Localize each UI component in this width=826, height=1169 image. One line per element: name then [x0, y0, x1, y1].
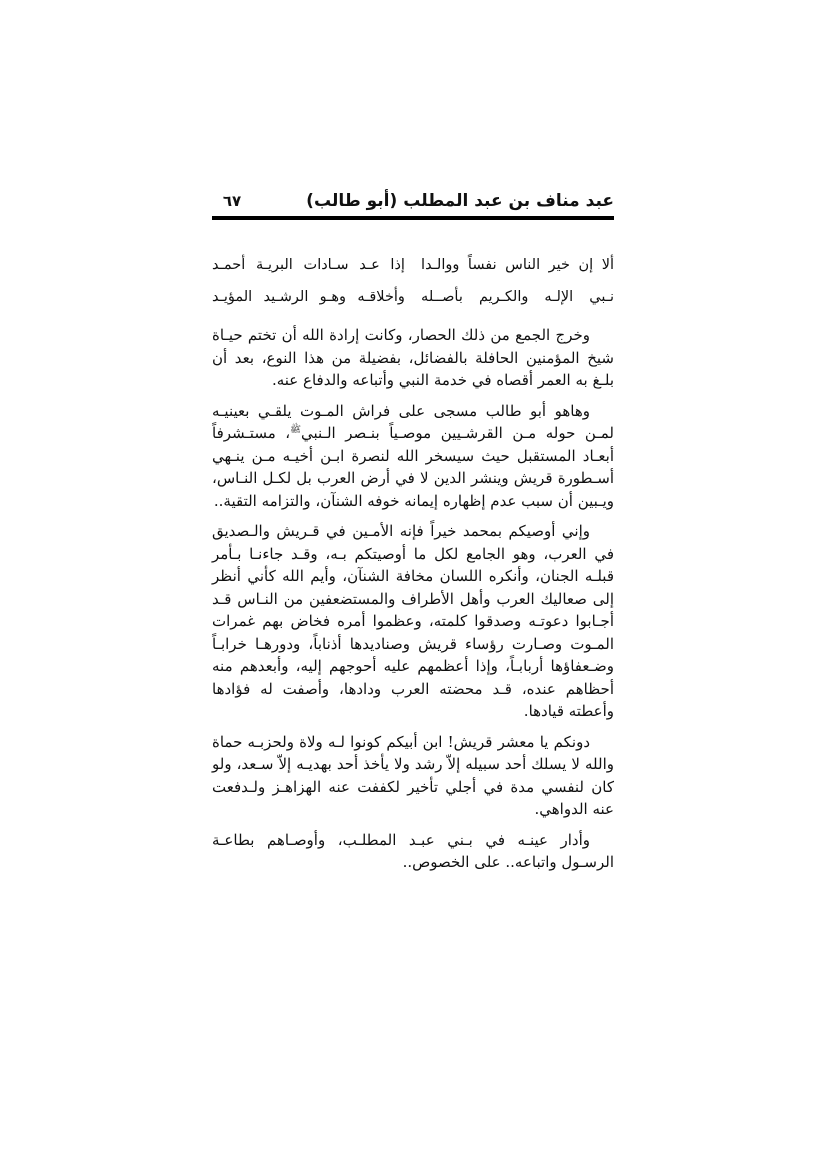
chapter-title: عبد مناف بن عبد المطلب (أبو طالب)	[306, 191, 614, 211]
paragraph: وخرج الجمع من ذلك الحصار، وكانت إرادة الله أن تختم حيـاة شيخ المؤمنين الحافلة بالفضائل، بفضيلة من هذا النوع، بعد أن بلـغ به العمر أقصاه في خدمة النبي وأتباعه والدفاع عنه.	[212, 326, 614, 389]
page-number: ٦٧	[222, 192, 242, 210]
paragraph-text: ، مستـشرفاً أبعـاد المستقبل حيث سيسخر الله لنصرة ابـن أخيـه مـن ينـهي أسـطورة قريش وينشر الدين لا في أرض العرب بل لكـل النـاس، ويـبين أن سبب عدم إظهاره إيمانه خوفه الشنآن، والتزامه التقية..	[212, 424, 614, 510]
page-body	[212, 250, 614, 882]
poem-verse	[212, 250, 614, 282]
poem	[212, 250, 614, 314]
paragraph	[212, 400, 614, 513]
verse-second-hemistich: إذا عـد سـادات البريـة أحمـد	[212, 257, 405, 273]
verse-first-hemistich: ألا إن خير الناس نفساً ووالـدا	[421, 257, 614, 273]
paragraph: وأدار عينـه في بـني عبـد المطلـب، وأوصـاهم بطاعـة الرسـول واتباعه.. على الخصوص..	[212, 830, 614, 871]
header-rule	[212, 216, 614, 220]
paragraph: دونكم يا معشر قريش! ابن أبيكم كونوا لـه ولاة ولحزبـه حماة والله لا يسلك أحد سبيله إلاّ رشد ولا يأخذ أحد بهديـه إلاّ سـعد، ولو كان لنفسي مدة في أجلي تأخير لكففت عنه الهزاهـز ولـدفعت عنه الدواهي.	[212, 732, 614, 818]
verse-first-hemistich: نـبي الإلـه والكـريم بأصــله	[421, 289, 614, 305]
verse-second-hemistich: وأخلاقـه وهـو الرشـيد المؤيـد	[212, 289, 405, 305]
paragraph-text: وهاهو أبو طالب مسجى على فراش المـوت يلقـي بعينيـه لمـن حوله مـن القرشـيين موصـياً بنـصر الـنبي	[212, 401, 614, 442]
poem-verse	[212, 282, 614, 314]
salawat-honorific-icon: ﷺ	[290, 425, 302, 435]
running-header	[212, 188, 614, 216]
paragraph: وإني أوصيكم بمحمد خيراً فإنه الأمـين في قـريش والـصديق في العرب، وهو الجامع لكل ما أوصيتكم بـه، وقـد جاءنـا بـأمر قبلـه الجنان، وأنكره اللسان مخافة الشنآن، وأيم الله كأني أنظر إلى صعاليك العرب وأهل الأطراف والمستضعفين من النـاس قـد أجـابوا دعوتـه وصدقوا كلمته، وعظموا أمره فخاض بهم غمرات المـوت وصـارت رؤساء قريش وصناديدها أذناباً، ودورهـا خرابـاً وضـعفاؤها أربابـاً، وإذا أعظمهم عليه أحوجهم إليه، وأبعدهم منه أحظاهم عنده، قـد محضته العرب ودادها، وأصفت له فؤادها وأعطته قيادها.	[212, 522, 614, 720]
